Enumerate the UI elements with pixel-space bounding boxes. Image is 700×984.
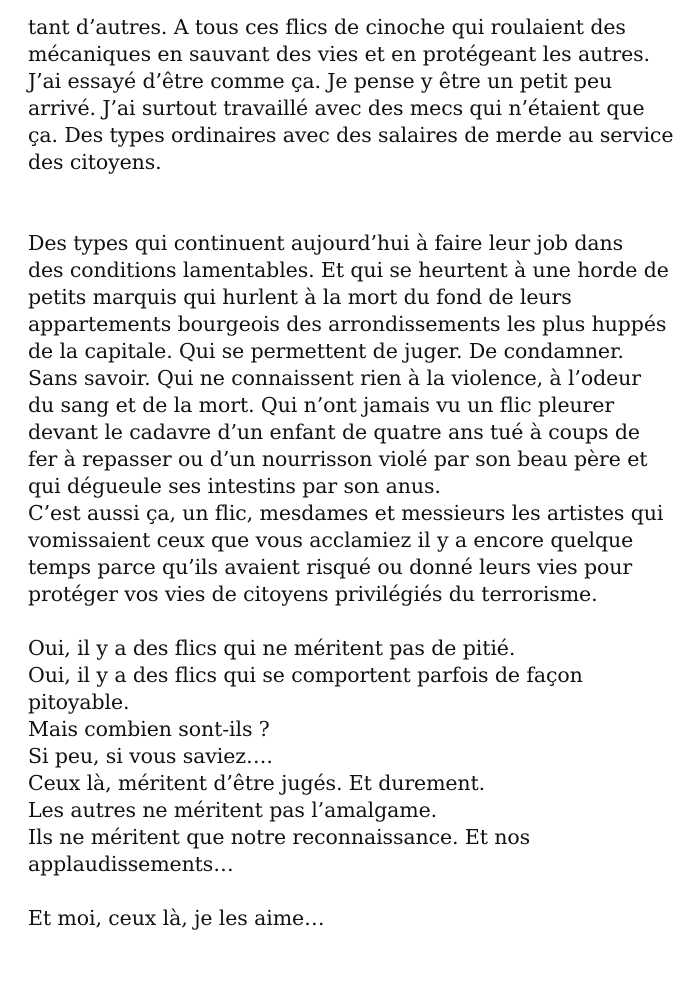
text-line: vomissaient ceux que vous acclamiez il y a encore quelque <box>28 528 634 552</box>
text-line: protéger vos vies de citoyens privilégiés du terrorisme. <box>28 582 598 606</box>
text-line: Oui, il y a des flics qui ne méritent pas de pitié. <box>28 636 516 660</box>
paragraph-spacer <box>28 608 700 635</box>
text-line: du sang et de la mort. Qui n’ont jamais vu un flic pleurer <box>28 393 615 417</box>
text-line: pitoyable. <box>28 690 130 714</box>
text-line: fer à repasser ou d’un nourrisson violé par son beau père et <box>28 447 648 471</box>
text-line: des conditions lamentables. Et qui se heurtent à une horde de <box>28 258 669 282</box>
paragraph-4 <box>28 905 700 932</box>
text-line: devant le cadavre d’un enfant de quatre ans tué à coups de <box>28 420 640 444</box>
text-line: applaudissements… <box>28 852 234 876</box>
text-line: J’ai essayé d’être comme ça. Je pense y être un petit peu <box>28 69 613 93</box>
text-line: Et moi, ceux là, je les aime… <box>28 906 325 930</box>
text-line: Mais combien sont-ils ? <box>28 717 270 741</box>
text-line: Ils ne méritent que notre reconnaissance. Et nos <box>28 825 531 849</box>
paragraph-3 <box>28 635 700 878</box>
paragraph-2 <box>28 230 700 608</box>
text-line: Ceux là, méritent d’être jugés. Et durement. <box>28 771 486 795</box>
text-line: Sans savoir. Qui ne connaissent rien à la violence, à l’odeur <box>28 366 641 390</box>
text-line: des citoyens. <box>28 150 162 174</box>
text-line: petits marquis qui hurlent à la mort du fond de leurs <box>28 285 572 309</box>
text-line: Des types qui continuent aujourd’hui à faire leur job dans <box>28 231 624 255</box>
text-line: de la capitale. Qui se permettent de juger. De condamner. <box>28 339 624 363</box>
paragraph-1 <box>28 14 700 176</box>
text-line: appartements bourgeois des arrondissements les plus huppés <box>28 312 667 336</box>
document-page <box>28 14 700 932</box>
text-line: mécaniques en sauvant des vies et en protégeant les autres. <box>28 42 650 66</box>
text-line: C’est aussi ça, un flic, mesdames et messieurs les artistes qui <box>28 501 664 525</box>
paragraph-spacer <box>28 878 700 905</box>
text-line: temps parce qu’ils avaient risqué ou donné leurs vies pour <box>28 555 633 579</box>
text-line: ça. Des types ordinaires avec des salaires de merde au service <box>28 123 674 147</box>
text-line: qui dégueule ses intestins par son anus. <box>28 474 441 498</box>
paragraph-spacer <box>28 176 700 230</box>
text-line: Oui, il y a des flics qui se comportent parfois de façon <box>28 663 583 687</box>
text-line: arrivé. J’ai surtout travaillé avec des mecs qui n’étaient que <box>28 96 645 120</box>
text-line: Si peu, si vous saviez…. <box>28 744 273 768</box>
text-line: tant d’autres. A tous ces flics de cinoche qui roulaient des <box>28 15 626 39</box>
text-line: Les autres ne méritent pas l’amalgame. <box>28 798 438 822</box>
